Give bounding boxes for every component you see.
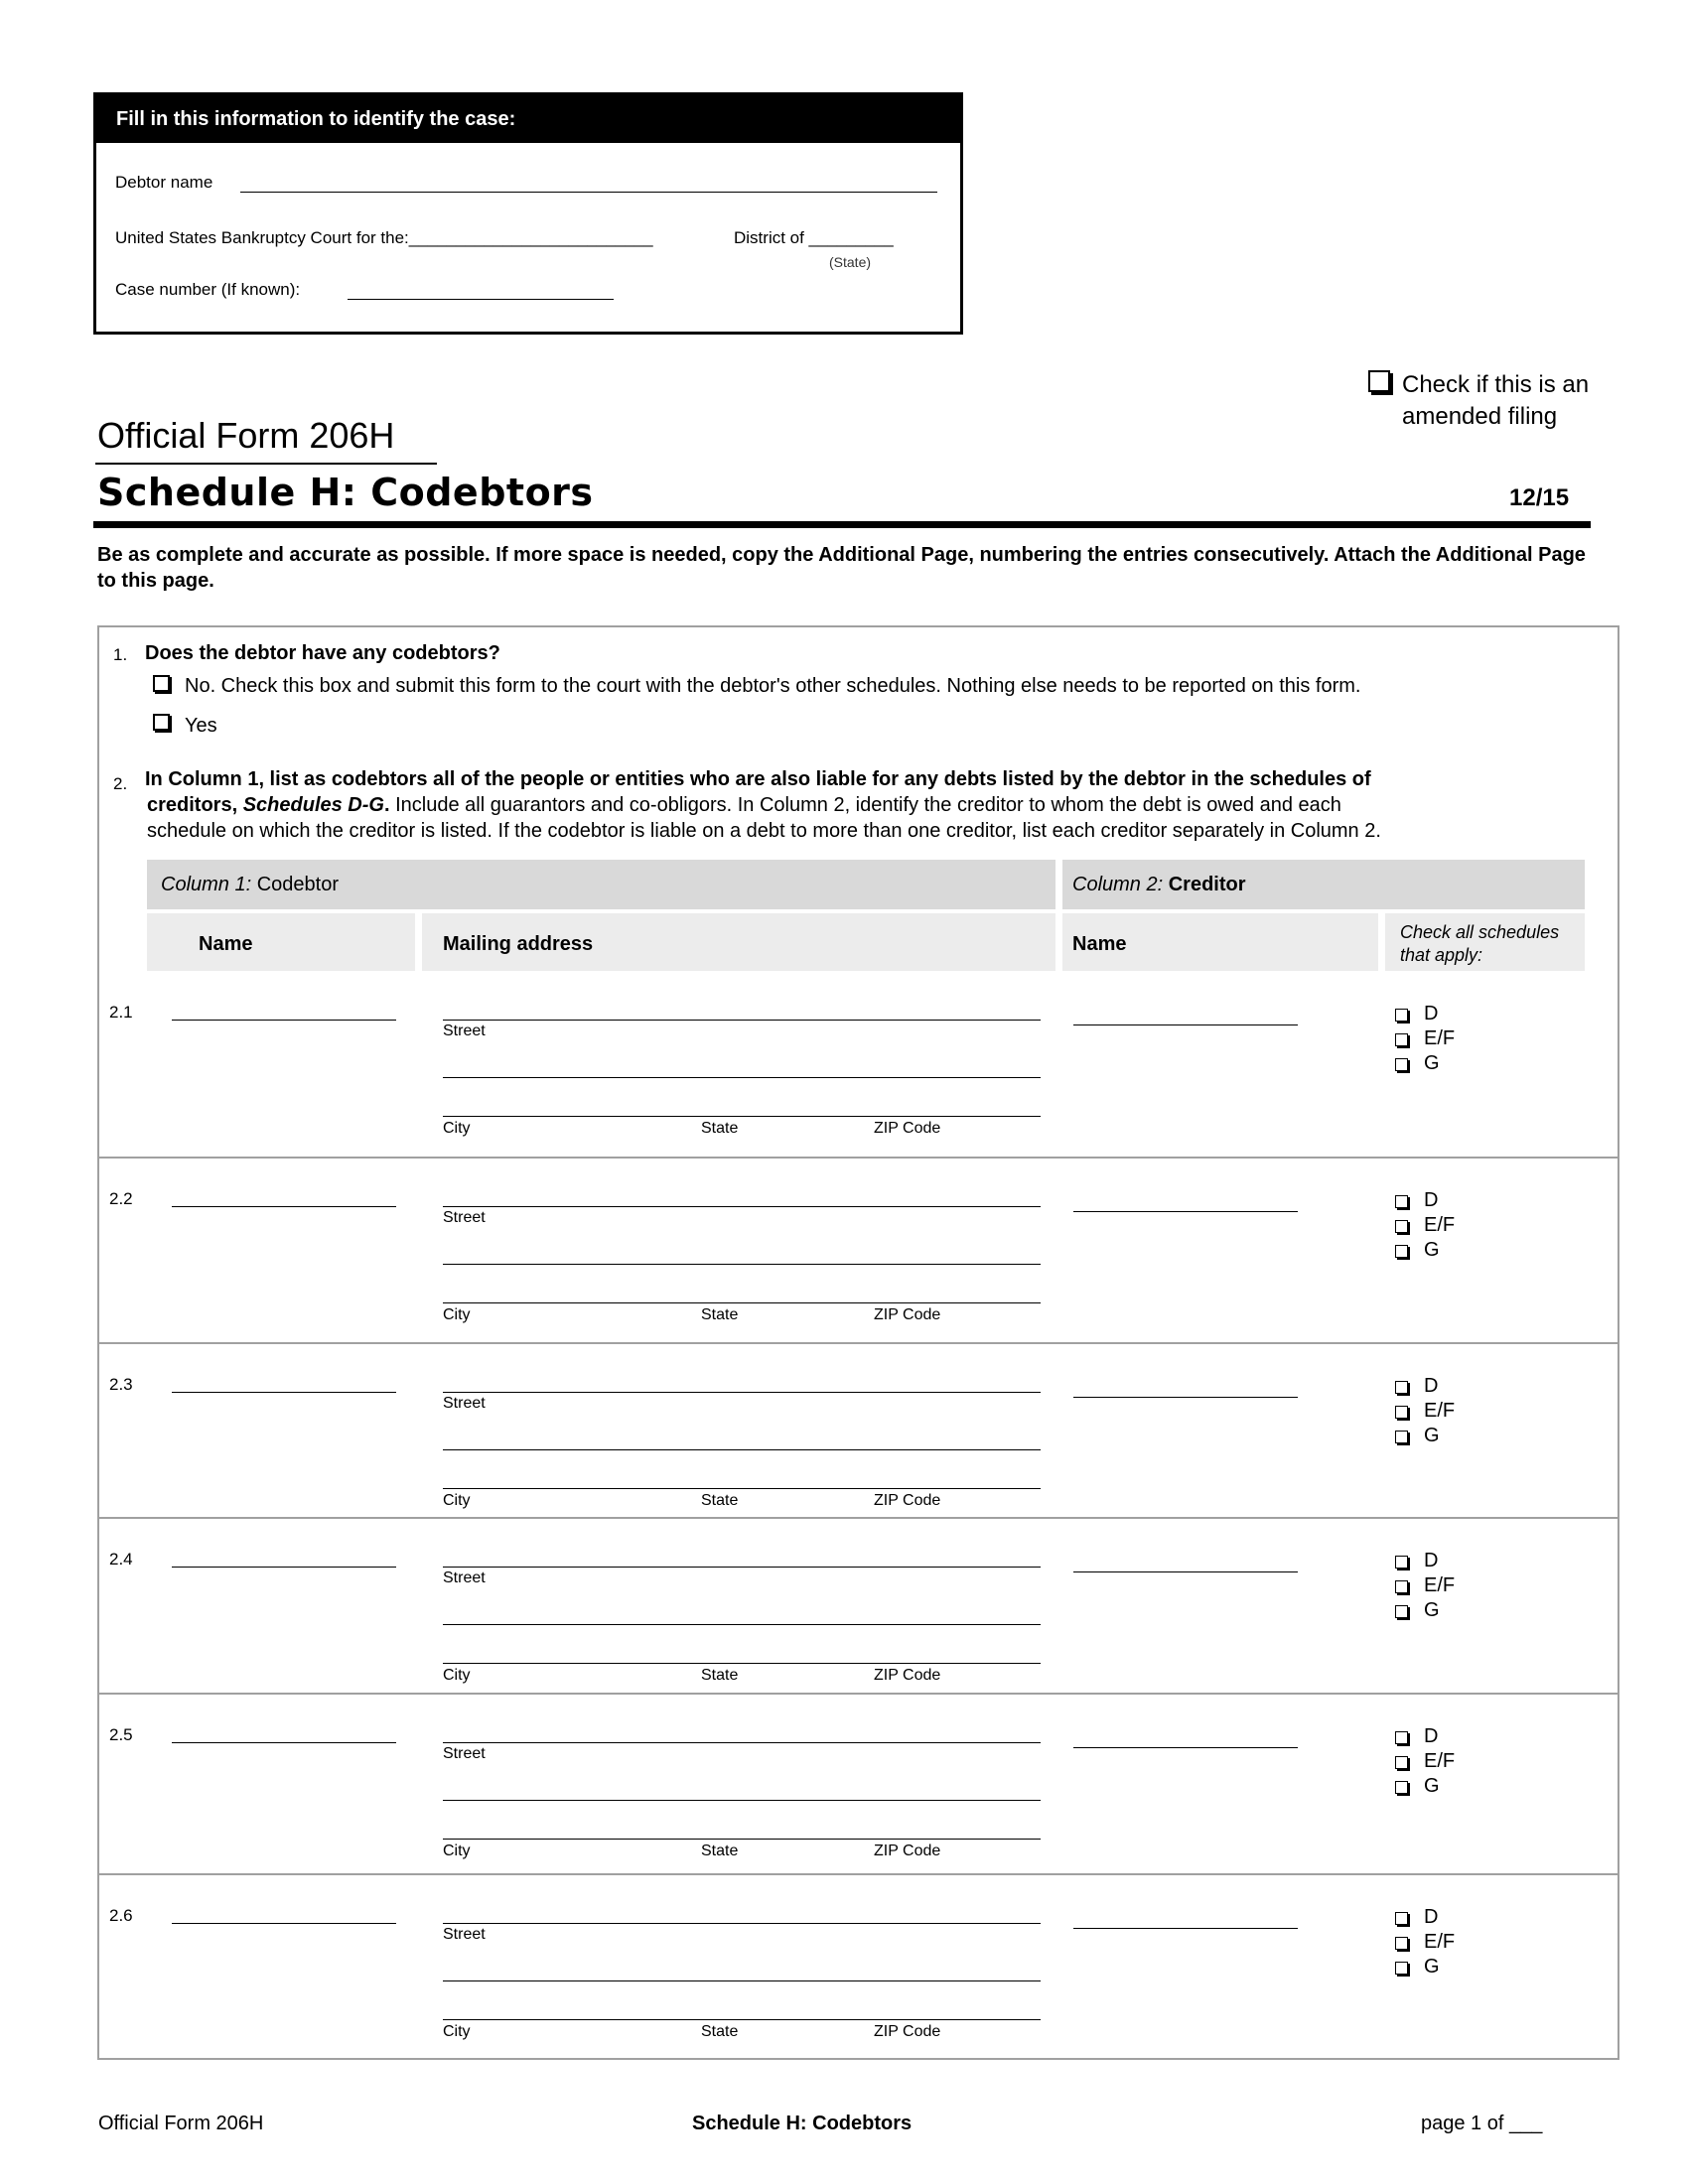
case-info-box	[93, 92, 963, 335]
row-number: 2.1	[109, 1003, 133, 1022]
state-label: State	[701, 2023, 739, 2040]
schedule-label: D	[1424, 1550, 1439, 1571]
question2-line3: schedule on which the creditor is listed. If the codebtor is liable on a debt to more than one creditor, list each creditor separately in Column 2.	[147, 820, 1381, 842]
schedule-label: G	[1424, 1956, 1440, 1978]
zip-label: ZIP Code	[874, 1667, 941, 1684]
schedule-label: G	[1424, 1775, 1440, 1797]
row-number: 2.3	[109, 1375, 133, 1394]
codebtor-name-field[interactable]	[172, 1742, 396, 1743]
schedule-label: G	[1424, 1425, 1440, 1446]
state-label: State	[701, 1843, 739, 1859]
zip-label: ZIP Code	[874, 1306, 941, 1323]
page-title: Schedule H: Codebtors	[97, 471, 594, 514]
row-divider	[97, 1693, 1619, 1695]
city-label: City	[443, 1306, 471, 1323]
street-label: Street	[443, 1926, 486, 1943]
city-label: City	[443, 2023, 471, 2040]
schedule-label: D	[1424, 1725, 1439, 1747]
case-box-header: Fill in this information to identify the case:	[96, 95, 960, 143]
creditor-name-field[interactable]	[1073, 1747, 1298, 1748]
street-field[interactable]	[443, 1206, 1041, 1207]
schedule-checkbox[interactable]	[1395, 1580, 1408, 1593]
schedule-label: E/F	[1424, 1931, 1456, 1953]
row-number: 2.4	[109, 1550, 133, 1569]
schedule-checkbox[interactable]	[1395, 1220, 1408, 1233]
schedule-checkbox[interactable]	[1395, 1406, 1408, 1419]
q2-line2-b: Schedules D-G	[242, 794, 384, 816]
option-yes-label: Yes	[185, 715, 217, 737]
schedule-label: E/F	[1424, 1027, 1456, 1049]
state-label: State	[701, 1306, 739, 1323]
schedule-checkbox[interactable]	[1395, 1195, 1408, 1208]
street-field[interactable]	[443, 1923, 1041, 1924]
schedule-checkbox[interactable]	[1395, 1431, 1408, 1443]
city-label: City	[443, 1667, 471, 1684]
q2-line2-a: creditors,	[147, 794, 243, 816]
title-divider	[93, 521, 1591, 528]
street-field[interactable]	[443, 1020, 1041, 1021]
schedule-checkbox[interactable]	[1395, 1381, 1408, 1394]
schedule-label: E/F	[1424, 1400, 1456, 1422]
schedule-label: D	[1424, 1003, 1439, 1024]
q2-line2-c: .	[383, 794, 390, 816]
street-field[interactable]	[443, 1742, 1041, 1743]
street-label: Street	[443, 1023, 486, 1039]
creditor-name-field[interactable]	[1073, 1211, 1298, 1212]
city-state-zip-field[interactable]	[443, 1116, 1041, 1117]
street-line2-field[interactable]	[443, 1449, 1041, 1450]
schedule-checkbox[interactable]	[1395, 1781, 1408, 1794]
city-label: City	[443, 1492, 471, 1509]
row-number: 2.2	[109, 1189, 133, 1208]
schedule-checkbox[interactable]	[1395, 1009, 1408, 1022]
schedule-label: D	[1424, 1375, 1439, 1397]
instructions: Be as complete and accurate as possible. If more space is needed, copy the Additional Page, numbering the entries consecutively. Attach the Additional Page to this page.	[97, 544, 1586, 592]
state-label: State	[701, 1667, 739, 1684]
row-number: 2.5	[109, 1725, 133, 1744]
zip-label: ZIP Code	[874, 1843, 941, 1859]
amended-label-line1: Check if this is an	[1402, 371, 1590, 398]
creditor-name-field[interactable]	[1073, 1397, 1298, 1398]
creditor-name-field[interactable]	[1073, 1024, 1298, 1025]
check-header-line1: Check all schedules	[1400, 922, 1560, 942]
zip-label: ZIP Code	[874, 1120, 941, 1137]
schedule-label: G	[1424, 1239, 1440, 1261]
city-state-zip-field[interactable]	[443, 1488, 1041, 1489]
codebtor-name-field[interactable]	[172, 1392, 396, 1393]
city-state-zip-field[interactable]	[443, 1839, 1041, 1840]
state-label: State	[701, 1120, 739, 1137]
footer-title: Schedule H: Codebtors	[692, 2113, 913, 2134]
question2-number: 2.	[113, 774, 128, 793]
codebtor-name-field[interactable]	[172, 1020, 396, 1021]
creditor-name-field[interactable]	[1073, 1928, 1298, 1929]
column2-header	[1072, 874, 1246, 896]
creditor-name-header: Name	[1072, 933, 1127, 955]
row-number: 2.6	[109, 1906, 133, 1925]
question2-text	[145, 766, 1605, 844]
amended-filing-label	[1402, 369, 1589, 433]
check-schedules-header	[1400, 921, 1559, 967]
name-header: Name	[199, 933, 253, 955]
col2-name: Creditor	[1168, 874, 1246, 895]
question1-number: 1.	[113, 645, 128, 664]
district-label: District of _________	[734, 228, 894, 247]
state-hint: (State)	[829, 254, 872, 270]
option-no-label: No. Check this box and submit this form to the court with the debtor's other schedules. Nothing else needs to be reported on this form.	[185, 675, 1361, 697]
zip-label: ZIP Code	[874, 2023, 941, 2040]
schedule-checkbox[interactable]	[1395, 1912, 1408, 1925]
schedule-checkbox[interactable]	[1395, 1756, 1408, 1769]
col2-prefix: Column 2:	[1072, 874, 1164, 895]
city-label: City	[443, 1843, 471, 1859]
street-label: Street	[443, 1570, 486, 1586]
debtor-name-field[interactable]	[240, 192, 937, 193]
schedule-checkbox[interactable]	[1395, 1605, 1408, 1618]
zip-label: ZIP Code	[874, 1492, 941, 1509]
schedule-label: D	[1424, 1906, 1439, 1928]
street-line2-field[interactable]	[443, 1980, 1041, 1981]
state-label: State	[701, 1492, 739, 1509]
question1-text: Does the debtor have any codebtors?	[145, 642, 500, 664]
court-label: United States Bankruptcy Court for the:__________________________	[115, 228, 653, 247]
q2-line2-d: Include all guarantors and co-obligors. In Column 2, identify the creditor to whom the debt is owed and each	[389, 794, 1341, 816]
amended-label-line2: amended filing	[1402, 403, 1558, 430]
amended-filing-checkbox[interactable]	[1368, 370, 1390, 392]
schedule-checkbox[interactable]	[1395, 1731, 1408, 1744]
case-number-label: Case number (If known):	[115, 280, 301, 299]
schedule-label: E/F	[1424, 1574, 1456, 1596]
case-number-field[interactable]	[348, 299, 614, 300]
no-codebtors-checkbox[interactable]	[153, 675, 170, 692]
col1-prefix: Column 1:	[161, 874, 252, 895]
schedule-checkbox[interactable]	[1395, 1033, 1408, 1046]
col1-name: Codebtor	[256, 874, 339, 895]
column1-header	[161, 874, 339, 896]
city-state-zip-field[interactable]	[443, 1663, 1041, 1664]
row-divider	[97, 1873, 1619, 1875]
form-number: Official Form 206H	[97, 415, 395, 456]
city-label: City	[443, 1120, 471, 1137]
schedule-label: E/F	[1424, 1750, 1456, 1772]
codebtor-name-field[interactable]	[172, 1923, 396, 1924]
codebtor-name-field[interactable]	[172, 1567, 396, 1568]
city-state-zip-field[interactable]	[443, 1302, 1041, 1303]
form-date: 12/15	[1509, 484, 1570, 511]
row-divider	[97, 1342, 1619, 1344]
street-line2-field[interactable]	[443, 1800, 1041, 1801]
creditor-name-field[interactable]	[1073, 1571, 1298, 1572]
footer-page: page 1 of ___	[1421, 2113, 1543, 2134]
row-divider	[97, 1517, 1619, 1519]
schedule-checkbox[interactable]	[1395, 1556, 1408, 1569]
schedule-checkbox[interactable]	[1395, 1962, 1408, 1975]
schedule-label: D	[1424, 1189, 1439, 1211]
question2-line2	[145, 792, 1605, 818]
city-state-zip-field[interactable]	[443, 2019, 1041, 2020]
mailing-address-header: Mailing address	[443, 933, 594, 955]
form-number-underline	[95, 463, 437, 465]
schedule-checkbox[interactable]	[1395, 1058, 1408, 1071]
schedule-label: G	[1424, 1599, 1440, 1621]
schedule-checkbox[interactable]	[1395, 1937, 1408, 1950]
question2-line1: In Column 1, list as codebtors all of the people or entities who are also liable for any debts listed by the debtor in the schedules of	[145, 768, 1371, 790]
street-line2-field[interactable]	[443, 1077, 1041, 1078]
name-header-cell	[147, 913, 415, 971]
schedule-label: E/F	[1424, 1214, 1456, 1236]
codebtor-name-field[interactable]	[172, 1206, 396, 1207]
street-label: Street	[443, 1395, 486, 1412]
schedule-checkbox[interactable]	[1395, 1245, 1408, 1258]
street-line2-field[interactable]	[443, 1624, 1041, 1625]
street-field[interactable]	[443, 1567, 1041, 1568]
street-field[interactable]	[443, 1392, 1041, 1393]
street-label: Street	[443, 1745, 486, 1762]
street-line2-field[interactable]	[443, 1264, 1041, 1265]
footer-form-number: Official Form 206H	[98, 2113, 264, 2134]
yes-codebtors-checkbox[interactable]	[153, 714, 170, 731]
check-header-line2: that apply:	[1400, 945, 1483, 965]
debtor-name-label: Debtor name	[115, 173, 213, 192]
street-label: Street	[443, 1209, 486, 1226]
schedule-label: G	[1424, 1052, 1440, 1074]
row-divider	[97, 1157, 1619, 1159]
